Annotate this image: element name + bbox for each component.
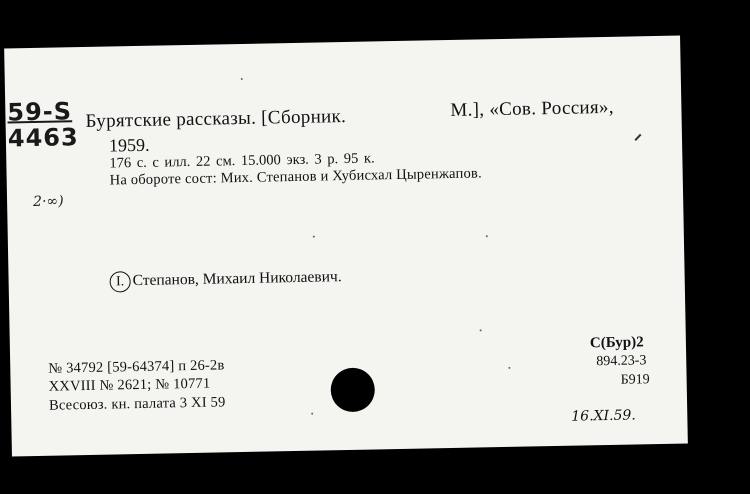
- speck: [486, 235, 488, 237]
- added-entry: [109, 267, 341, 292]
- compiler-note: На обороте сост: Мих. Степанов и Хубисхал Цыренжапов.: [109, 165, 482, 189]
- publication-year: 1959.: [108, 134, 150, 156]
- speck: [480, 329, 482, 331]
- classification-code-1: С(Бур)2: [589, 334, 644, 352]
- registration-line-1: № 34792 [59-64374] п 26-2в: [48, 357, 225, 377]
- speck: [241, 78, 243, 80]
- speck: [313, 236, 315, 238]
- handwritten-date: 16.XI.59.: [571, 407, 636, 425]
- handwritten-mark: 2·∞): [32, 193, 64, 210]
- physical-description: 176 с. с илл. 22 см. 15.000 экз. 3 р. 95 к.: [109, 150, 375, 172]
- added-entry-number: I.: [109, 271, 130, 292]
- pencil-tick-mark: [634, 134, 641, 141]
- speck: [508, 367, 510, 369]
- registration-line-3: Всесоюз. кн. палата 3 XI 59: [48, 394, 226, 414]
- registration-line-2: XXVIII № 2621; № 10771: [48, 375, 211, 395]
- catalog-card: [4, 36, 688, 457]
- punch-hole: [330, 367, 375, 412]
- call-number-top: 59-S: [7, 97, 73, 127]
- title-line: Бурятские рассказы. [Сборник.: [85, 105, 347, 132]
- speck: [311, 413, 313, 415]
- publisher: М.], «Сов. Россия»,: [450, 96, 614, 121]
- classification-code-3: Б919: [620, 372, 650, 388]
- call-number-bottom: 4463: [7, 123, 79, 153]
- added-entry-name: Степанов, Михаил Николаевич.: [132, 268, 342, 290]
- classification-code-2: 894.23-3: [596, 353, 647, 370]
